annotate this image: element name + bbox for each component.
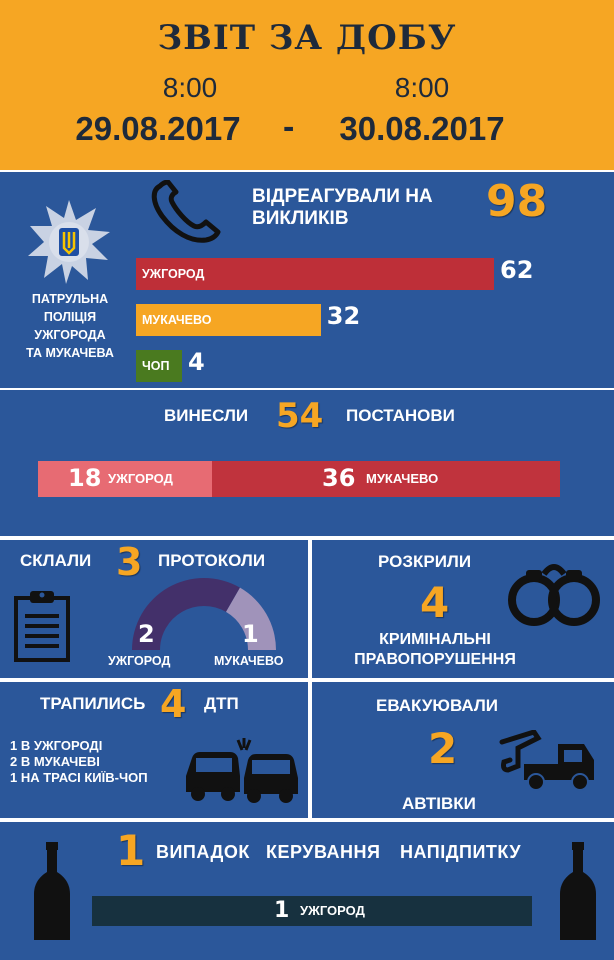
police-star-icon [26, 198, 112, 284]
crimes-label [330, 630, 540, 670]
accidents-item-3: 1 НА ТРАСІ КИЇВ-ЧОП [10, 770, 148, 785]
resolutions-left-label: ВИНЕСЛИ [164, 406, 249, 425]
calls-bar-value-1: 62 [500, 256, 534, 284]
protocols-city-mukachevo: МУКАЧЕВО [214, 654, 284, 668]
handcuffs-icon [504, 556, 602, 628]
evacuated-total: 2 [428, 724, 458, 773]
evacuated-label-top: ЕВАКУЮВАЛИ [376, 696, 499, 715]
org-name [10, 290, 130, 362]
phone-icon [150, 180, 226, 244]
resolutions-right-label: ПОСТАНОВИ [346, 406, 455, 425]
accidents-item-2: 2 В МУКАЧЕВІ [10, 754, 100, 769]
resolutions-value-2: 36 [322, 464, 356, 492]
crimes-total: 4 [420, 578, 450, 627]
drunk-total: 1 [116, 826, 146, 875]
drunk-bar-city: УЖГОРОД [300, 903, 365, 918]
bottle-icon-right [556, 842, 600, 942]
calls-bar-2: МУКАЧЕВО [136, 304, 321, 336]
crimes-label-line-2: ПРАВОПОРУШЕННЯ [354, 651, 516, 668]
drunk-word-1: ВИПАДОК [156, 842, 250, 862]
calls-label [252, 186, 433, 230]
drunk-word-2: КЕРУВАННЯ [266, 842, 381, 862]
evacuated-label-bottom: АВТІВКИ [402, 794, 476, 813]
protocols-city-uzhhorod: УЖГОРОД [108, 654, 171, 668]
start-time: 8:00 [162, 72, 218, 103]
end-time: 8:00 [394, 72, 450, 103]
accidents-list [10, 738, 148, 786]
accidents-right-label: ДТП [204, 694, 239, 713]
crimes-label-top: РОЗКРИЛИ [378, 552, 472, 571]
clipboard-icon [12, 588, 72, 662]
calls-label-line-2: ВИКЛИКІВ [252, 208, 349, 229]
protocols-right-label: ПРОТОКОЛИ [158, 551, 266, 570]
calls-bar-3: ЧОП [136, 350, 182, 382]
calls-bar-value-2: 32 [326, 302, 361, 330]
resolutions-city-2: МУКАЧЕВО [366, 471, 439, 486]
crimes-label-line-1: КРИМІНАЛЬНІ [379, 631, 491, 648]
tow-truck-icon [498, 730, 598, 792]
calls-bar-value-3: 4 [188, 348, 205, 376]
calls-label-line-1: ВІДРЕАГУВАЛИ НА [252, 186, 433, 207]
resolutions-total: 54 [276, 396, 324, 436]
report-title: ЗВІТ ЗА ДОБУ [157, 18, 457, 58]
end-date: 30.08.2017 [339, 110, 505, 147]
protocols-left-label: СКЛАЛИ [20, 551, 92, 570]
start-date: 29.08.2017 [75, 110, 241, 147]
car-crash-icon [182, 736, 300, 804]
org-line-2: ПОЛІЦІЯ [43, 310, 97, 324]
calls-total: 98 [486, 176, 548, 227]
protocols-value-mukachevo: 1 [242, 620, 259, 648]
resolutions-city-1: УЖГОРОД [108, 471, 173, 486]
org-line-1: ПАТРУЛЬНА [31, 292, 109, 306]
accidents-left-label: ТРАПИЛИСЬ [40, 694, 146, 713]
protocols-total: 3 [116, 540, 143, 584]
date-separator: - [283, 108, 295, 146]
org-line-4: ТА МУКАЧЕВА [26, 346, 114, 360]
resolutions-value-1: 18 [68, 464, 102, 492]
accidents-total: 4 [160, 682, 187, 726]
bottle-icon-left [30, 842, 74, 942]
drunk-word-3: НАПІДПИТКУ [400, 842, 522, 862]
drunk-bar-value: 1 [274, 898, 290, 923]
org-line-3: УЖГОРОДА [34, 328, 106, 342]
protocols-value-uzhhorod: 2 [138, 620, 155, 648]
calls-bar-1: УЖГОРОД [136, 258, 494, 290]
accidents-item-1: 1 В УЖГОРОДІ [10, 738, 103, 753]
